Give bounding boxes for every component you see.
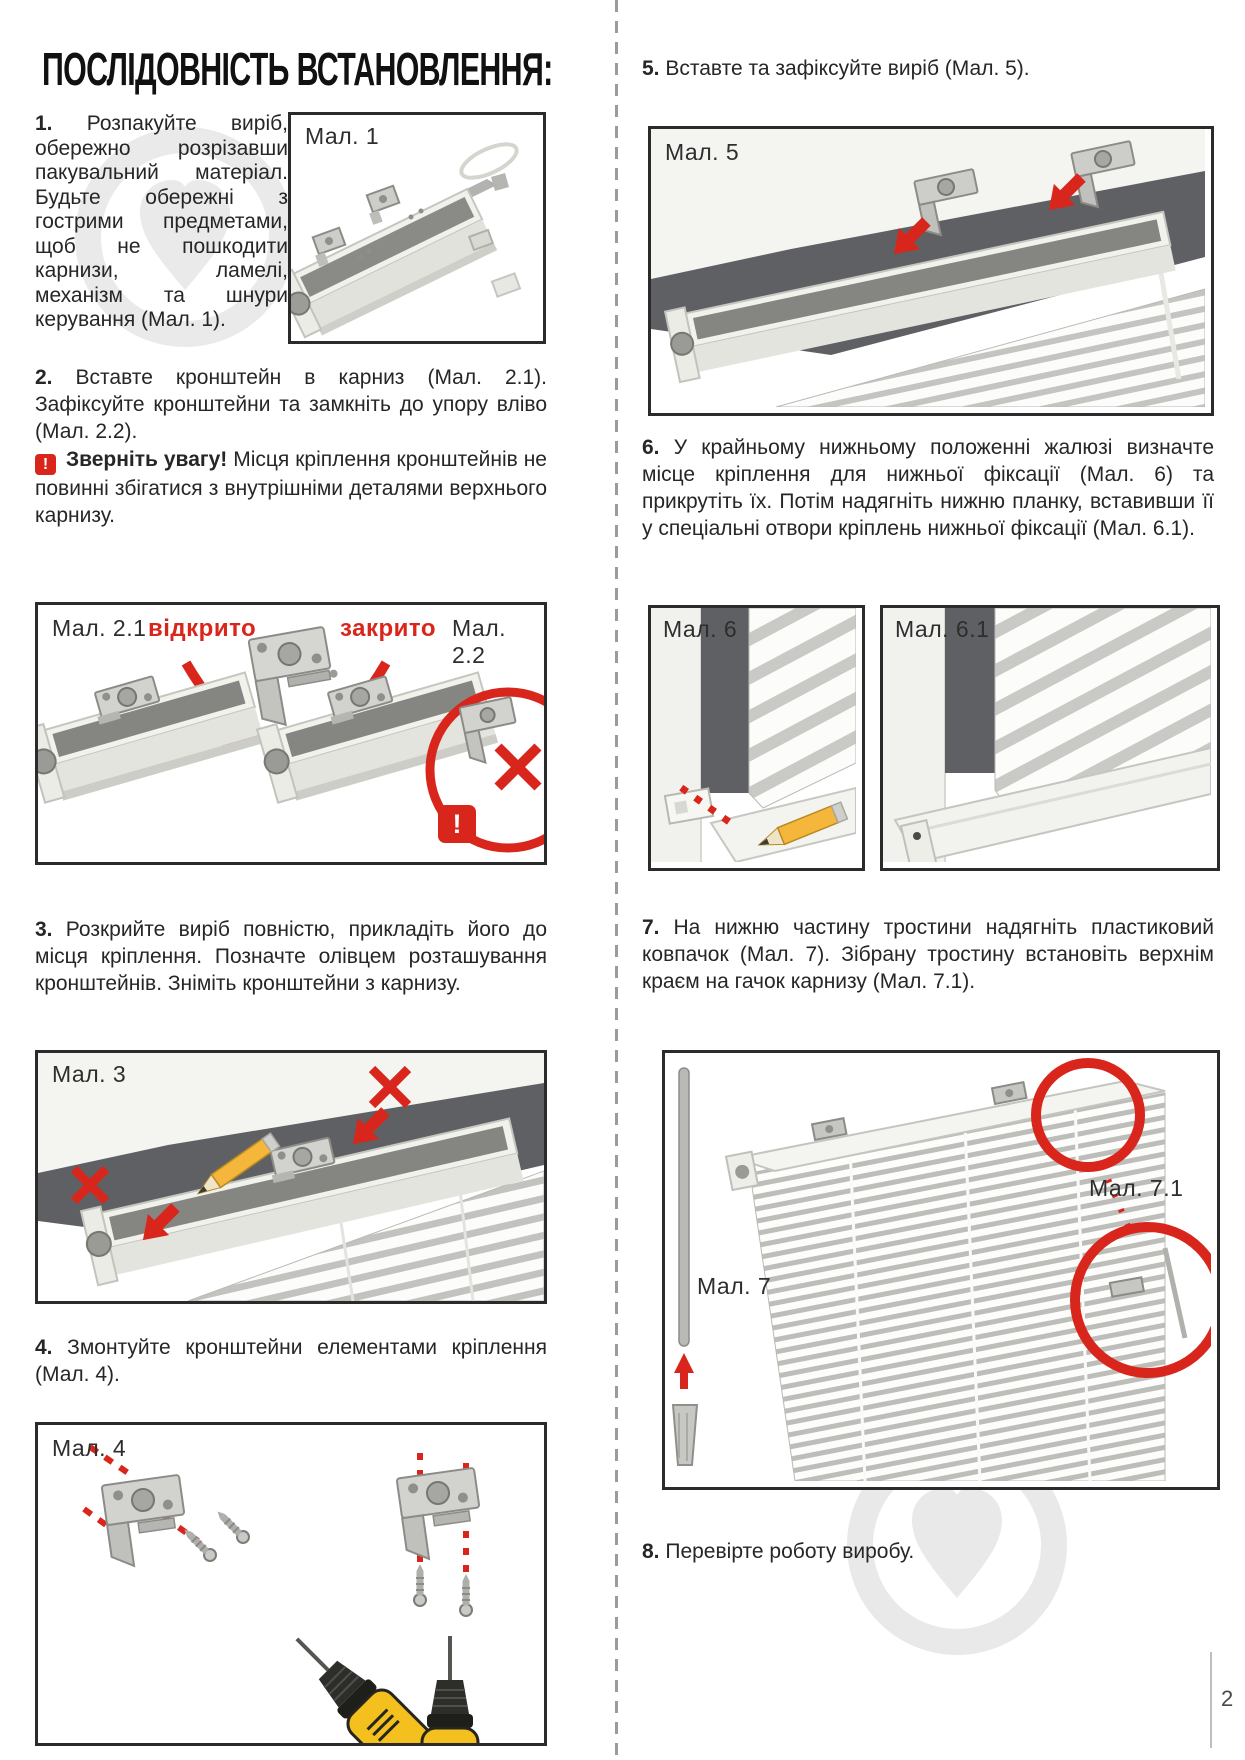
step-3-body: Розкрийте виріб повністю, прикладіть його до місця кріплення. Позначте олівцем розташування кронштейнів. Зніміть кронштейни з карнизу. (35, 918, 547, 995)
step-7-body: На нижню частину тростини надягніть пластиковий ковпачок (Мал. 7). Зібрану тростину встановіть верхнім краєм на гачок карнизу (Мал. 7.1). (642, 916, 1214, 993)
figure-2-open-label: відкрито (148, 615, 257, 642)
step-2-body: Вставте кронштейн в карниз (Мал. 2.1). Зафіксуйте кронштейни та замкніть до упору вліво (Мал. 2.2). (35, 366, 547, 443)
step-6-text (642, 434, 1214, 542)
figure-5-illustration-mounting (651, 129, 1205, 407)
warning-text (35, 446, 547, 529)
step-4-number: 4. (35, 1336, 53, 1359)
figure-2 (35, 602, 547, 865)
warning-label: Зверніть увагу! (65, 448, 228, 471)
warning-body: Місця кріплення кронштейнів не повинні збігатися з внутрішніми деталями верхнього карнизу. (35, 448, 547, 527)
page-number: 2 (1221, 1686, 1234, 1711)
step-1-number: 1. (35, 112, 53, 135)
figure-6-1-illustration-bottom-rail (883, 608, 1211, 862)
page-title: ПОСЛІДОВНІСТЬ ВСТАНОВЛЕННЯ: (42, 43, 553, 95)
step-8-body: Перевірте роботу виробу. (665, 1540, 915, 1563)
step-8-text (642, 1538, 1062, 1565)
figure-2-closed-label: закрито (340, 615, 436, 642)
step-4-body: Змонтуйте кронштейни елементами кріплення (Мал. 4). (35, 1336, 547, 1386)
red-up-arrow (674, 1353, 694, 1389)
step-1-text (35, 112, 288, 333)
step-6-number: 6. (642, 436, 660, 459)
step-5-number: 5. (642, 57, 660, 80)
step-7-number: 7. (642, 916, 660, 939)
figure-6-1-label: Мал. 6.1 (895, 616, 990, 642)
figure-2-2-label: Мал. 2.2 (452, 615, 507, 668)
step-5-text (642, 55, 1214, 82)
figure-5 (648, 126, 1214, 416)
figure-7-label: Мал. 7 (697, 1273, 772, 1299)
figure-7-illustration-wand-and-blinds (665, 1053, 1211, 1481)
step-2-number: 2. (35, 366, 53, 389)
figure-2-1-label: Мал. 2.1 (52, 615, 147, 641)
warning-icon: ! (35, 454, 56, 475)
figure-4-illustration-drilling (38, 1425, 544, 1743)
step-3-number: 3. (35, 918, 53, 941)
step-6-body: У крайньому нижньому положенні жалюзі визначте місце кріплення для нижньої фіксації (Мал. 6) та прикрутіть їх. Потім надягніть нижню планку, вставивши її у спеціальні отвори кріплень нижньої фіксації (Мал. 6.1). (642, 436, 1214, 540)
figure-3-label: Мал. 3 (52, 1061, 127, 1087)
figure-6-1 (880, 605, 1220, 871)
column-divider (615, 0, 618, 1760)
step-4-text (35, 1334, 547, 1388)
page-number-rule (1210, 1652, 1212, 1748)
figure-6 (648, 605, 865, 871)
figure-7 (662, 1050, 1220, 1490)
figure-3-illustration-marking (38, 1053, 544, 1301)
step-3-text (35, 916, 547, 997)
step-2-block (35, 364, 547, 529)
figure-4-label: Мал. 4 (52, 1435, 127, 1461)
figure-6-label: Мал. 6 (663, 616, 738, 642)
step-2-text (35, 364, 547, 445)
step-7-text (642, 914, 1214, 995)
alert-exclamation-icon: ! (438, 805, 476, 843)
figure-6-illustration-bottom-fixing (651, 608, 856, 862)
figure-7-1-label: Мал. 7.1 (1089, 1175, 1184, 1201)
figure-5-label: Мал. 5 (665, 139, 740, 165)
step-8-number: 8. (642, 1540, 660, 1563)
step-1-body: Розпакуйте виріб, обережно розрізавши пакувальний матеріал. Будьте обережні з гострими предметами, щоб не пошкодити карнизи, ламелі, механізм та шнури керування (Мал. 1). (35, 112, 288, 331)
figure-1-label: Мал. 1 (305, 123, 380, 149)
figure-4 (35, 1422, 547, 1746)
step-5-body: Вставте та зафіксуйте виріб (Мал. 5). (665, 57, 1030, 80)
figure-1 (288, 112, 546, 344)
figure-3 (35, 1050, 547, 1304)
